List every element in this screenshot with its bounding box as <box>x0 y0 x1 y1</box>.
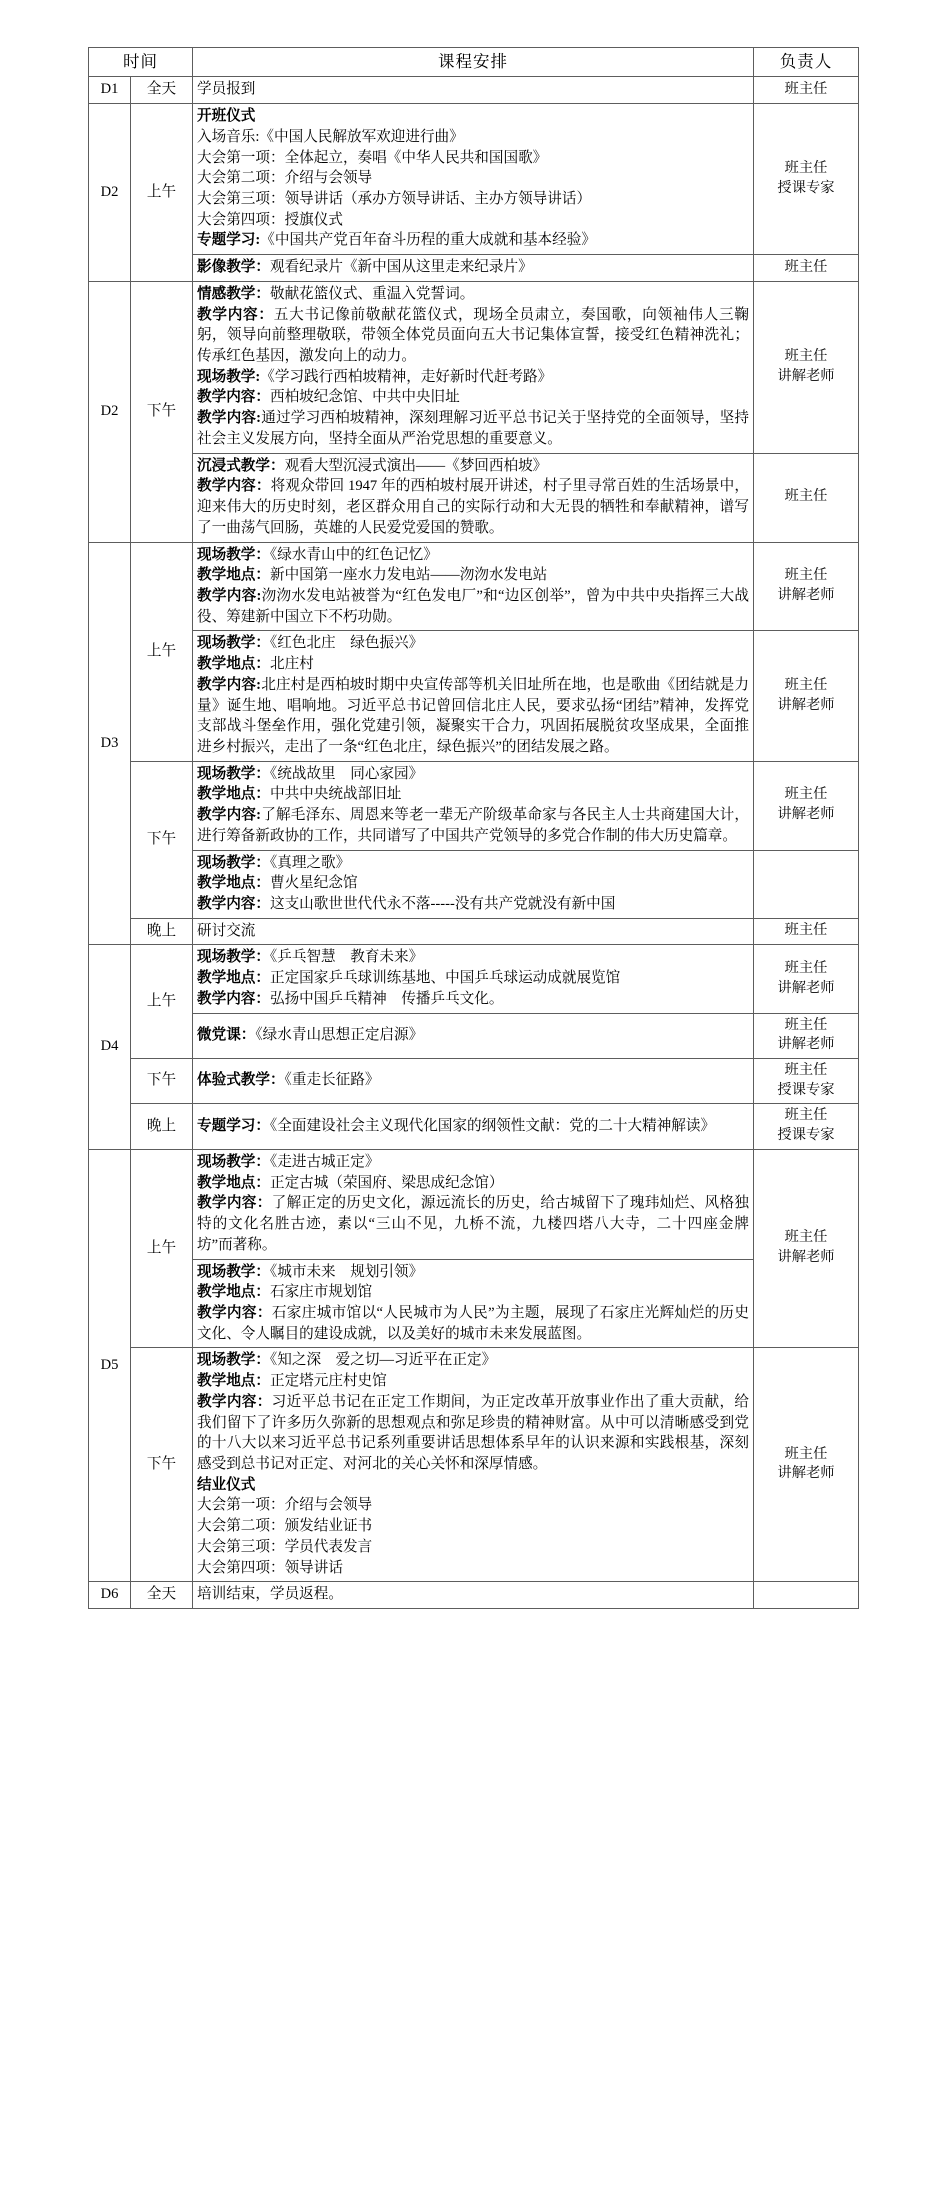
course-line-labeled <box>197 1152 749 1173</box>
course-line-text: 《重走长征路》 <box>284 1072 380 1089</box>
course-line-text: 沕沕水发电站被誉为“红色发电厂”和“边区创举”，曾为中共中央指挥三大战役、筹建新中国立下不朽功勋。 <box>197 587 749 625</box>
daypart-label: 下午 <box>131 1348 193 1582</box>
owner-name: 班主任 <box>784 348 828 365</box>
daypart-label: 下午 <box>131 1059 193 1104</box>
course-line <box>197 210 749 231</box>
course-line-label: 现场教学： <box>197 546 270 563</box>
owner-name: 讲解老师 <box>777 696 835 713</box>
course-line-labeled <box>197 947 749 968</box>
column-header-time: 时间 <box>89 48 193 77</box>
table-row <box>89 1149 859 1259</box>
day-label: D1 <box>89 77 131 104</box>
course-content-cell <box>193 1582 754 1609</box>
course-content-cell <box>193 1149 754 1259</box>
course-line-label: 教学内容： <box>197 896 270 913</box>
course-line-text: 《统战故里 同心家园》 <box>269 765 424 782</box>
owner-cell <box>754 453 859 542</box>
course-line-labeled <box>197 1303 749 1344</box>
course-line-text: 这支山歌世世代代永不落-----没有共产党就没有新中国 <box>269 896 616 913</box>
daypart-label: 上午 <box>131 1149 193 1347</box>
owner-name: 班主任 <box>784 959 828 976</box>
course-line-text: 正定国家乒乓球训练基地、中国乒乓球运动成就展览馆 <box>269 970 621 987</box>
daypart-label: 全天 <box>131 1582 193 1609</box>
course-line <box>197 189 749 210</box>
owner-cell <box>754 945 859 1013</box>
course-line-label: 现场教学： <box>197 765 270 782</box>
course-line-text: 通过学习西柏坡精神，深刻理解习近平总书记关于坚持党的全面领导，坚持社会主义发展方向，坚持全面从严治党思想的重要意义。 <box>197 410 749 447</box>
course-line-label: 教学内容： <box>197 1304 272 1321</box>
course-content-cell <box>193 631 754 761</box>
course-line-labeled <box>197 764 749 785</box>
course-line-labeled <box>197 1025 749 1046</box>
course-line-labeled <box>197 545 749 566</box>
daypart-label: 晚上 <box>131 918 193 945</box>
owner-name: 班主任 <box>784 1107 828 1124</box>
course-line-text: 正定塔元庄村史馆 <box>269 1373 387 1390</box>
course-line-text: 习近平总书记在正定工作期间，为正定改革开放事业作出了重大贡献，给我们留下了许多历久弥新的思想观点和弥足珍贵的精神财富。从中可以清晰感受到党的十八大以来习近平总书记系列重要讲话思想体系早年的认识来源和实践根基，深刻感受到总书记对正定、对河北的关心关怀和深厚情感。 <box>197 1393 749 1472</box>
owner-cell <box>754 1582 859 1609</box>
course-line-text: 石家庄城市馆以“人民城市为人民”为主题，展现了石家庄光辉灿烂的历史文化、令人瞩目的建设成就，以及美好的城市未来发展蓝图。 <box>197 1304 749 1342</box>
course-line-label: 教学内容： <box>197 478 271 495</box>
course-line-labeled <box>197 106 749 127</box>
day-label: D2 <box>89 104 131 282</box>
course-content-cell <box>193 104 754 255</box>
table-row <box>89 1582 859 1609</box>
course-line-text: 《中国共产党百年奋斗历程的重大成就和基本经验》 <box>260 232 596 249</box>
course-line-label: 现场教学： <box>197 635 270 652</box>
owner-name: 班主任 <box>784 676 828 693</box>
course-line-text: 大会第三项：学员代表发言 <box>197 1538 373 1555</box>
day-label: D6 <box>89 1582 131 1609</box>
course-line-text: 了解正定的历史文化，源远流长的历史，给古城留下了瑰玮灿烂、风格独特的文化名胜古迹，素以“三山不见，九桥不流，九楼四塔八大寺，二十四座金牌坊”而著称。 <box>197 1195 749 1253</box>
table-header-row <box>89 48 859 77</box>
course-line <box>197 1584 749 1605</box>
owner-cell <box>754 542 859 631</box>
course-line-text: 培训结束，学员返程。 <box>197 1586 343 1603</box>
course-line-label: 专题学习: <box>197 232 261 249</box>
owner-name: 班主任 <box>784 1229 828 1246</box>
course-line-label: 教学内容: <box>197 587 262 604</box>
table-row <box>89 542 859 631</box>
course-line-text: 西柏坡纪念馆、中共中央旧址 <box>269 389 460 406</box>
course-line-label: 微党课： <box>197 1026 256 1043</box>
course-content-cell <box>193 850 754 918</box>
owner-name: 授课专家 <box>777 1081 835 1098</box>
owner-cell <box>754 918 859 945</box>
table-row <box>89 761 859 850</box>
owner-name: 班主任 <box>784 1445 828 1462</box>
course-line-text: 《走进古城正定》 <box>269 1153 380 1170</box>
course-line-text: 敬献花篮仪式、重温入党誓词。 <box>269 285 475 302</box>
course-line-labeled <box>197 1371 749 1392</box>
day-label: D3 <box>89 542 131 945</box>
course-line-text: 五大书记像前敬献花篮仪式，现场全员肃立，奏国歌，向领袖伟人三鞠躬，领导向前整理敬联，带领全体党员面向五大书记集体宣誓，接受红色精神洗礼；传承红色基因，激发向上的动力。 <box>197 306 749 365</box>
course-line-text: 将观众带回 1947 年的西柏坡村展开讲述，村子里寻常百姓的生活场景中，迎来伟大的历史时刻，老区群众用自己的实际行动和大无畏的牺牲和奉献精神，谱写了一曲荡气回肠，英雄的人民爱党爱国的赞歌。 <box>197 478 749 536</box>
course-line-label: 情感教学： <box>197 285 270 302</box>
owner-name: 讲解老师 <box>777 586 835 603</box>
owner-cell <box>754 77 859 104</box>
table-row <box>89 104 859 255</box>
course-line-labeled <box>197 230 749 251</box>
course-content-cell <box>193 761 754 850</box>
course-line-labeled <box>197 367 749 388</box>
course-line-label: 教学内容： <box>197 1195 272 1212</box>
table-row <box>89 77 859 104</box>
course-line-text: 研讨交流 <box>197 922 256 939</box>
course-line-label: 教学内容： <box>197 389 270 406</box>
schedule-sheet <box>88 47 858 1609</box>
course-line-labeled <box>197 1262 749 1283</box>
course-line-text: 大会第三项：领导讲话（承办方领导讲话、主办方领导讲话） <box>197 191 592 208</box>
course-line-label: 体验式教学： <box>197 1072 285 1089</box>
course-line-text: 《绿水青山思想正定启源》 <box>255 1026 424 1043</box>
course-content-cell <box>193 1013 754 1058</box>
course-line-labeled <box>197 989 749 1010</box>
table-row <box>89 1259 859 1348</box>
course-line <box>197 921 749 942</box>
day-label: D4 <box>89 945 131 1149</box>
owner-name: 班主任 <box>784 1062 828 1079</box>
course-line-label: 教学内容: <box>197 807 262 824</box>
course-line-labeled <box>197 257 749 278</box>
course-line-labeled <box>197 873 749 894</box>
course-content-cell <box>193 1104 754 1149</box>
course-line-text: 北庄村 <box>269 656 314 673</box>
course-line-labeled <box>197 305 749 367</box>
course-line-labeled <box>197 476 749 538</box>
table-row <box>89 631 859 761</box>
course-line-labeled <box>197 968 749 989</box>
course-content-cell <box>193 1259 754 1348</box>
owner-cell <box>754 281 859 453</box>
course-line-text: 曹火星纪念馆 <box>269 875 358 892</box>
course-line-labeled <box>197 633 749 654</box>
course-line-label: 教学地点： <box>197 1284 270 1301</box>
course-line-labeled <box>197 1193 749 1255</box>
course-content-cell <box>193 255 754 282</box>
course-line-text: 《乒乓智慧 教育未来》 <box>269 949 424 966</box>
course-line-label: 教学地点： <box>197 1174 270 1191</box>
course-content-cell <box>193 918 754 945</box>
training-schedule-table <box>88 47 859 1609</box>
course-content-cell <box>193 945 754 1013</box>
owner-name: 班主任 <box>784 1016 828 1033</box>
course-line-labeled <box>197 1392 749 1475</box>
owner-name: 讲解老师 <box>777 1249 835 1266</box>
course-line-label: 现场教学： <box>197 949 270 966</box>
course-line-labeled <box>197 284 749 305</box>
course-content-cell <box>193 281 754 453</box>
owner-name: 授课专家 <box>777 1127 835 1144</box>
course-line-label: 专题学习： <box>197 1117 270 1134</box>
course-line-text: 学员报到 <box>197 81 256 98</box>
table-row <box>89 945 859 1013</box>
owner-name: 讲解老师 <box>777 979 835 996</box>
course-line-text: 观看纪录片《新中国从这里走来纪录片》 <box>269 259 533 276</box>
daypart-label: 上午 <box>131 945 193 1059</box>
course-line-label: 教学内容： <box>197 306 274 323</box>
daypart-label: 晚上 <box>131 1104 193 1149</box>
table-row <box>89 1348 859 1582</box>
course-line-labeled <box>197 456 749 477</box>
course-line-labeled <box>197 1173 749 1194</box>
course-line <box>197 1495 749 1516</box>
owner-cell <box>754 631 859 761</box>
course-line-labeled <box>197 565 749 586</box>
day-label: D2 <box>89 281 131 542</box>
course-line-text: 《全面建设社会主义现代化国家的纲领性文献：党的二十大精神解读》 <box>269 1117 716 1134</box>
course-line-labeled <box>197 1116 749 1137</box>
course-line-labeled <box>197 1282 749 1303</box>
course-line-label: 结业仪式 <box>197 1476 256 1493</box>
owner-name: 讲解老师 <box>777 367 835 384</box>
table-row <box>89 1059 859 1104</box>
daypart-label: 上午 <box>131 542 193 761</box>
course-line-label: 现场教学： <box>197 854 270 871</box>
course-line-labeled <box>197 408 749 449</box>
course-line-text: 《绿水青山中的红色记忆》 <box>269 546 438 563</box>
course-line-text: 《学习践行西柏坡精神，走好新时代赶考路》 <box>260 368 553 385</box>
daypart-label: 下午 <box>131 761 193 918</box>
course-line-text: 石家庄市规划馆 <box>269 1284 373 1301</box>
course-line-labeled <box>197 805 749 846</box>
owner-name: 班主任 <box>784 922 828 939</box>
course-line-text: 大会第一项：介绍与会领导 <box>197 1497 373 1514</box>
course-line-text: 大会第二项：颁发结业证书 <box>197 1518 373 1535</box>
course-line-text: 新中国第一座水力发电站——沕沕水发电站 <box>269 567 548 584</box>
column-header-owner: 负责人 <box>754 48 859 77</box>
course-line-labeled <box>197 387 749 408</box>
table-row <box>89 453 859 542</box>
course-line-text: 正定古城（荣国府、梁思成纪念馆） <box>269 1174 504 1191</box>
owner-cell <box>754 255 859 282</box>
owner-name: 授课专家 <box>777 179 835 196</box>
course-line-text: 《知之深 爱之切—习近平在正定》 <box>269 1352 497 1369</box>
course-line-label: 教学内容: <box>197 410 262 427</box>
course-line-labeled <box>197 654 749 675</box>
course-line-label: 沉浸式教学： <box>197 457 285 474</box>
owner-cell <box>754 1059 859 1104</box>
course-line-labeled <box>197 1070 749 1091</box>
owner-name: 讲解老师 <box>777 1036 835 1053</box>
course-line-text: 大会第四项：领导讲话 <box>197 1559 343 1576</box>
owner-cell <box>754 761 859 850</box>
course-content-cell <box>193 1348 754 1582</box>
owner-cell <box>754 104 859 255</box>
owner-name: 班主任 <box>784 159 828 176</box>
course-line-text: 弘扬中国乒乓精神 传播乒乓文化。 <box>269 990 504 1007</box>
course-line-label: 教学内容： <box>197 990 270 1007</box>
column-header-course: 课程安排 <box>193 48 754 77</box>
daypart-label: 下午 <box>131 281 193 542</box>
table-row <box>89 255 859 282</box>
daypart-label: 全天 <box>131 77 193 104</box>
course-line-text: 大会第四项：授旗仪式 <box>197 211 343 228</box>
course-line-text: 了解毛泽东、周恩来等老一辈无产阶级革命家与各民主人士共商建国大计，进行筹备新政协的工作，共同谱写了中国共产党领导的多党合作制的伟大历史篇章。 <box>197 807 749 844</box>
course-line-text: 《红色北庄 绿色振兴》 <box>269 635 424 652</box>
owner-name: 班主任 <box>784 567 828 584</box>
course-line <box>197 1558 749 1579</box>
course-line-label: 教学地点： <box>197 875 270 892</box>
course-line-text: 中共中央统战部旧址 <box>269 786 402 803</box>
owner-name: 班主任 <box>784 80 828 97</box>
course-line-labeled <box>197 853 749 874</box>
owner-name: 班主任 <box>784 786 828 803</box>
course-line <box>197 79 749 100</box>
table-row <box>89 1013 859 1058</box>
course-content-cell <box>193 77 754 104</box>
course-line-labeled <box>197 1475 749 1496</box>
course-line-label: 现场教学： <box>197 1352 270 1369</box>
course-line-label: 影像教学： <box>197 259 270 276</box>
daypart-label: 上午 <box>131 104 193 282</box>
course-content-cell <box>193 453 754 542</box>
course-line-text: 入场音乐:《中国人民解放军欢迎进行曲》 <box>197 128 464 145</box>
course-line-label: 教学地点： <box>197 1373 270 1390</box>
course-line-text: 《城市未来 规划引领》 <box>269 1263 424 1280</box>
owner-cell <box>754 1013 859 1058</box>
table-row <box>89 850 859 918</box>
table-row <box>89 1104 859 1149</box>
owner-name: 讲解老师 <box>777 1465 835 1482</box>
course-line-labeled <box>197 1350 749 1371</box>
owner-name: 讲解老师 <box>777 806 835 823</box>
course-line-text: 大会第一项：全体起立，奏唱《中华人民共和国国歌》 <box>197 149 548 166</box>
course-line-text: 观看大型沉浸式演出——《梦回西柏坡》 <box>284 457 548 474</box>
course-line <box>197 127 749 148</box>
course-line-label: 教学地点： <box>197 656 270 673</box>
course-line-labeled <box>197 784 749 805</box>
day-label: D5 <box>89 1149 131 1581</box>
course-line-label: 教学地点： <box>197 567 270 584</box>
table-row <box>89 281 859 453</box>
table-row <box>89 918 859 945</box>
course-line-label: 教学地点： <box>197 786 270 803</box>
course-content-cell <box>193 1059 754 1104</box>
course-line-text: 大会第二项：介绍与会领导 <box>197 170 373 187</box>
course-content-cell <box>193 542 754 631</box>
course-line-label: 教学内容： <box>197 1393 272 1410</box>
course-line-labeled <box>197 675 749 758</box>
course-line-label: 现场教学： <box>197 1263 270 1280</box>
owner-cell <box>754 1348 859 1582</box>
course-line-label: 开班仪式 <box>197 108 256 125</box>
owner-cell <box>754 850 859 918</box>
owner-name: 班主任 <box>784 258 828 275</box>
course-line-label: 现场教学： <box>197 1153 270 1170</box>
course-line-label: 教学地点： <box>197 970 270 987</box>
course-line-labeled <box>197 586 749 627</box>
course-line-label: 现场教学: <box>197 368 261 385</box>
owner-cell <box>754 1149 859 1347</box>
owner-cell <box>754 1104 859 1149</box>
course-line <box>197 1516 749 1537</box>
course-line <box>197 168 749 189</box>
course-line-labeled <box>197 894 749 915</box>
course-line-text: 《真理之歌》 <box>269 854 351 871</box>
owner-name: 班主任 <box>784 488 828 505</box>
course-line <box>197 1537 749 1558</box>
course-line <box>197 148 749 169</box>
course-line-text: 北庄村是西柏坡时期中央宣传部等机关旧址所在地，也是歌曲《团结就是力量》诞生地、唱响地。习近平总书记曾回信北庄人民，要求弘扬“团结”精神，发挥党支部战斗堡垒作用，强化党建引领，凝聚实干合力，巩固拓展脱贫攻坚成果，全面推进乡村振兴，走出了一条“红色北庄，绿色振兴”的团结发展之路。 <box>197 676 749 755</box>
course-line-label: 教学内容: <box>197 676 262 693</box>
